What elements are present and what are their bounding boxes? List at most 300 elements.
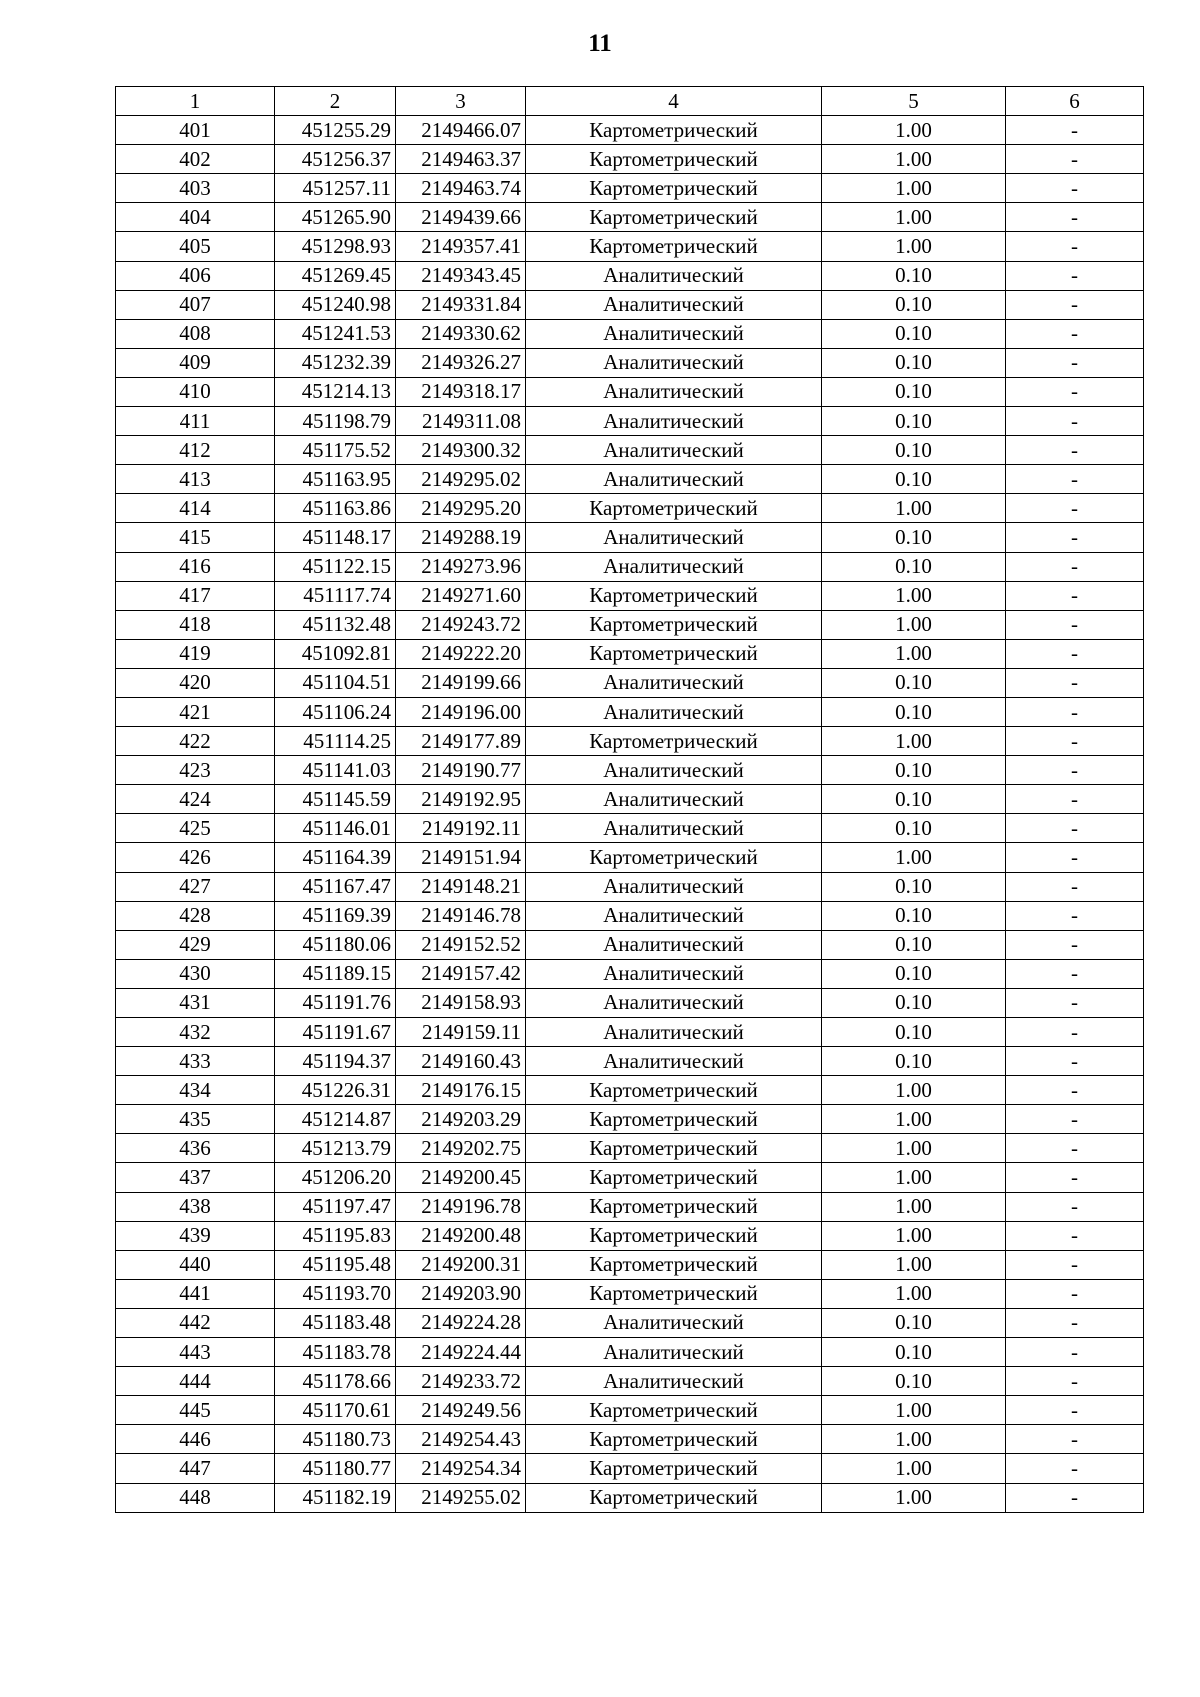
method-cell: Аналитический	[526, 814, 822, 843]
note-cell: -	[1006, 232, 1144, 261]
accuracy-cell: 0.10	[822, 988, 1006, 1017]
method-cell: Аналитический	[526, 872, 822, 901]
method-cell: Картометрический	[526, 1279, 822, 1308]
x-coordinate-cell: 451197.47	[275, 1192, 396, 1221]
note-cell: -	[1006, 407, 1144, 436]
accuracy-cell: 0.10	[822, 756, 1006, 785]
accuracy-cell: 1.00	[822, 1425, 1006, 1454]
point-number-cell: 407	[116, 290, 275, 319]
note-cell: -	[1006, 523, 1144, 552]
note-cell: -	[1006, 290, 1144, 319]
note-cell: -	[1006, 697, 1144, 726]
note-cell: -	[1006, 581, 1144, 610]
method-cell: Аналитический	[526, 668, 822, 697]
table-row	[116, 348, 1144, 377]
y-coordinate-cell: 2149288.19	[396, 523, 526, 552]
point-number-cell: 443	[116, 1338, 275, 1367]
accuracy-cell: 0.10	[822, 930, 1006, 959]
accuracy-cell: 1.00	[822, 1076, 1006, 1105]
accuracy-cell: 1.00	[822, 1163, 1006, 1192]
x-coordinate-cell: 451183.78	[275, 1338, 396, 1367]
point-number-cell: 422	[116, 727, 275, 756]
table-row	[116, 843, 1144, 872]
y-coordinate-cell: 2149255.02	[396, 1483, 526, 1512]
table-row	[116, 1454, 1144, 1483]
note-cell: -	[1006, 785, 1144, 814]
point-number-cell: 445	[116, 1396, 275, 1425]
y-coordinate-cell: 2149357.41	[396, 232, 526, 261]
y-coordinate-cell: 2149203.29	[396, 1105, 526, 1134]
point-number-cell: 432	[116, 1018, 275, 1047]
table-row	[116, 1308, 1144, 1337]
x-coordinate-cell: 451191.67	[275, 1018, 396, 1047]
note-cell: -	[1006, 348, 1144, 377]
y-coordinate-cell: 2149196.00	[396, 697, 526, 726]
table-row	[116, 1134, 1144, 1163]
method-cell: Картометрический	[526, 581, 822, 610]
x-coordinate-cell: 451169.39	[275, 901, 396, 930]
note-cell: -	[1006, 1454, 1144, 1483]
x-coordinate-cell: 451092.81	[275, 639, 396, 668]
point-number-cell: 404	[116, 203, 275, 232]
note-cell: -	[1006, 1308, 1144, 1337]
method-cell: Аналитический	[526, 523, 822, 552]
note-cell: -	[1006, 1134, 1144, 1163]
note-cell: -	[1006, 261, 1144, 290]
x-coordinate-cell: 451146.01	[275, 814, 396, 843]
note-cell: -	[1006, 552, 1144, 581]
accuracy-cell: 1.00	[822, 843, 1006, 872]
table-row	[116, 174, 1144, 203]
table-row	[116, 901, 1144, 930]
table-row	[116, 1192, 1144, 1221]
table-row	[116, 377, 1144, 406]
x-coordinate-cell: 451180.77	[275, 1454, 396, 1483]
method-cell: Аналитический	[526, 901, 822, 930]
x-coordinate-cell: 451195.48	[275, 1250, 396, 1279]
note-cell: -	[1006, 436, 1144, 465]
y-coordinate-cell: 2149466.07	[396, 116, 526, 145]
x-coordinate-cell: 451241.53	[275, 319, 396, 348]
point-number-cell: 410	[116, 377, 275, 406]
point-number-cell: 431	[116, 988, 275, 1017]
accuracy-cell: 1.00	[822, 232, 1006, 261]
table-row	[116, 465, 1144, 494]
note-cell: -	[1006, 872, 1144, 901]
x-coordinate-cell: 451256.37	[275, 145, 396, 174]
method-cell: Картометрический	[526, 116, 822, 145]
y-coordinate-cell: 2149249.56	[396, 1396, 526, 1425]
method-cell: Картометрический	[526, 1454, 822, 1483]
point-number-cell: 416	[116, 552, 275, 581]
point-number-cell: 425	[116, 814, 275, 843]
note-cell: -	[1006, 959, 1144, 988]
y-coordinate-cell: 2149330.62	[396, 319, 526, 348]
accuracy-cell: 1.00	[822, 1134, 1006, 1163]
y-coordinate-cell: 2149200.45	[396, 1163, 526, 1192]
x-coordinate-cell: 451141.03	[275, 756, 396, 785]
method-cell: Картометрический	[526, 1105, 822, 1134]
table-row	[116, 581, 1144, 610]
point-number-cell: 409	[116, 348, 275, 377]
y-coordinate-cell: 2149273.96	[396, 552, 526, 581]
table-row	[116, 1396, 1144, 1425]
accuracy-cell: 0.10	[822, 901, 1006, 930]
y-coordinate-cell: 2149192.95	[396, 785, 526, 814]
y-coordinate-cell: 2149318.17	[396, 377, 526, 406]
y-coordinate-cell: 2149254.34	[396, 1454, 526, 1483]
note-cell: -	[1006, 1250, 1144, 1279]
method-cell: Картометрический	[526, 1396, 822, 1425]
note-cell: -	[1006, 203, 1144, 232]
method-cell: Картометрический	[526, 1221, 822, 1250]
x-coordinate-cell: 451117.74	[275, 581, 396, 610]
point-number-cell: 406	[116, 261, 275, 290]
y-coordinate-cell: 2149202.75	[396, 1134, 526, 1163]
y-coordinate-cell: 2149222.20	[396, 639, 526, 668]
point-number-cell: 415	[116, 523, 275, 552]
column-header: 1	[116, 87, 275, 116]
method-cell: Аналитический	[526, 261, 822, 290]
point-number-cell: 436	[116, 1134, 275, 1163]
accuracy-cell: 1.00	[822, 1105, 1006, 1134]
point-number-cell: 405	[116, 232, 275, 261]
x-coordinate-cell: 451189.15	[275, 959, 396, 988]
x-coordinate-cell: 451257.11	[275, 174, 396, 203]
table-row	[116, 872, 1144, 901]
accuracy-cell: 1.00	[822, 727, 1006, 756]
point-number-cell: 403	[116, 174, 275, 203]
accuracy-cell: 1.00	[822, 203, 1006, 232]
method-cell: Картометрический	[526, 203, 822, 232]
point-number-cell: 426	[116, 843, 275, 872]
table-row	[116, 407, 1144, 436]
accuracy-cell: 1.00	[822, 610, 1006, 639]
x-coordinate-cell: 451265.90	[275, 203, 396, 232]
method-cell: Аналитический	[526, 319, 822, 348]
method-cell: Аналитический	[526, 930, 822, 959]
point-number-cell: 427	[116, 872, 275, 901]
accuracy-cell: 0.10	[822, 407, 1006, 436]
y-coordinate-cell: 2149151.94	[396, 843, 526, 872]
method-cell: Аналитический	[526, 407, 822, 436]
x-coordinate-cell: 451167.47	[275, 872, 396, 901]
y-coordinate-cell: 2149331.84	[396, 290, 526, 319]
note-cell: -	[1006, 727, 1144, 756]
note-cell: -	[1006, 814, 1144, 843]
x-coordinate-cell: 451213.79	[275, 1134, 396, 1163]
table-row	[116, 145, 1144, 174]
x-coordinate-cell: 451106.24	[275, 697, 396, 726]
note-cell: -	[1006, 465, 1144, 494]
y-coordinate-cell: 2149463.37	[396, 145, 526, 174]
note-cell: -	[1006, 174, 1144, 203]
column-header: 5	[822, 87, 1006, 116]
table-row	[116, 1367, 1144, 1396]
point-number-cell: 437	[116, 1163, 275, 1192]
method-cell: Картометрический	[526, 1250, 822, 1279]
method-cell: Картометрический	[526, 494, 822, 523]
y-coordinate-cell: 2149146.78	[396, 901, 526, 930]
table-row	[116, 290, 1144, 319]
method-cell: Картометрический	[526, 1192, 822, 1221]
x-coordinate-cell: 451182.19	[275, 1483, 396, 1512]
table-row	[116, 1425, 1144, 1454]
x-coordinate-cell: 451132.48	[275, 610, 396, 639]
method-cell: Аналитический	[526, 377, 822, 406]
note-cell: -	[1006, 988, 1144, 1017]
table-row	[116, 552, 1144, 581]
x-coordinate-cell: 451214.87	[275, 1105, 396, 1134]
table-row	[116, 988, 1144, 1017]
x-coordinate-cell: 451269.45	[275, 261, 396, 290]
x-coordinate-cell: 451164.39	[275, 843, 396, 872]
x-coordinate-cell: 451148.17	[275, 523, 396, 552]
column-header: 2	[275, 87, 396, 116]
point-number-cell: 402	[116, 145, 275, 174]
accuracy-cell: 0.10	[822, 697, 1006, 726]
y-coordinate-cell: 2149200.48	[396, 1221, 526, 1250]
note-cell: -	[1006, 1105, 1144, 1134]
method-cell: Аналитический	[526, 959, 822, 988]
point-number-cell: 408	[116, 319, 275, 348]
accuracy-cell: 0.10	[822, 261, 1006, 290]
accuracy-cell: 1.00	[822, 1483, 1006, 1512]
x-coordinate-cell: 451232.39	[275, 348, 396, 377]
note-cell: -	[1006, 1367, 1144, 1396]
accuracy-cell: 1.00	[822, 1250, 1006, 1279]
accuracy-cell: 1.00	[822, 1454, 1006, 1483]
note-cell: -	[1006, 901, 1144, 930]
method-cell: Картометрический	[526, 843, 822, 872]
x-coordinate-cell: 451298.93	[275, 232, 396, 261]
y-coordinate-cell: 2149233.72	[396, 1367, 526, 1396]
note-cell: -	[1006, 1192, 1144, 1221]
table-row	[116, 610, 1144, 639]
y-coordinate-cell: 2149463.74	[396, 174, 526, 203]
method-cell: Картометрический	[526, 1163, 822, 1192]
y-coordinate-cell: 2149192.11	[396, 814, 526, 843]
accuracy-cell: 0.10	[822, 1338, 1006, 1367]
y-coordinate-cell: 2149300.32	[396, 436, 526, 465]
y-coordinate-cell: 2149190.77	[396, 756, 526, 785]
method-cell: Картометрический	[526, 1134, 822, 1163]
table-row	[116, 639, 1144, 668]
y-coordinate-cell: 2149295.02	[396, 465, 526, 494]
table-row	[116, 668, 1144, 697]
point-number-cell: 441	[116, 1279, 275, 1308]
accuracy-cell: 1.00	[822, 1221, 1006, 1250]
accuracy-cell: 0.10	[822, 319, 1006, 348]
y-coordinate-cell: 2149311.08	[396, 407, 526, 436]
method-cell: Картометрический	[526, 1483, 822, 1512]
y-coordinate-cell: 2149157.42	[396, 959, 526, 988]
table-row	[116, 1076, 1144, 1105]
y-coordinate-cell: 2149439.66	[396, 203, 526, 232]
table-row	[116, 1483, 1144, 1512]
note-cell: -	[1006, 930, 1144, 959]
method-cell: Картометрический	[526, 232, 822, 261]
y-coordinate-cell: 2149203.90	[396, 1279, 526, 1308]
note-cell: -	[1006, 116, 1144, 145]
note-cell: -	[1006, 1483, 1144, 1512]
note-cell: -	[1006, 756, 1144, 785]
note-cell: -	[1006, 1018, 1144, 1047]
point-number-cell: 435	[116, 1105, 275, 1134]
point-number-cell: 401	[116, 116, 275, 145]
y-coordinate-cell: 2149199.66	[396, 668, 526, 697]
method-cell: Аналитический	[526, 697, 822, 726]
note-cell: -	[1006, 1396, 1144, 1425]
method-cell: Аналитический	[526, 1018, 822, 1047]
point-number-cell: 430	[116, 959, 275, 988]
x-coordinate-cell: 451198.79	[275, 407, 396, 436]
note-cell: -	[1006, 1338, 1144, 1367]
method-cell: Картометрический	[526, 639, 822, 668]
accuracy-cell: 0.10	[822, 1367, 1006, 1396]
y-coordinate-cell: 2149343.45	[396, 261, 526, 290]
method-cell: Аналитический	[526, 436, 822, 465]
x-coordinate-cell: 451195.83	[275, 1221, 396, 1250]
accuracy-cell: 0.10	[822, 552, 1006, 581]
y-coordinate-cell: 2149254.43	[396, 1425, 526, 1454]
x-coordinate-cell: 451191.76	[275, 988, 396, 1017]
method-cell: Аналитический	[526, 1338, 822, 1367]
note-cell: -	[1006, 639, 1144, 668]
point-number-cell: 442	[116, 1308, 275, 1337]
point-number-cell: 418	[116, 610, 275, 639]
page-number: 11	[588, 30, 612, 57]
method-cell: Картометрический	[526, 1425, 822, 1454]
accuracy-cell: 1.00	[822, 145, 1006, 174]
method-cell: Аналитический	[526, 1047, 822, 1076]
point-number-cell: 438	[116, 1192, 275, 1221]
x-coordinate-cell: 451194.37	[275, 1047, 396, 1076]
table-row	[116, 319, 1144, 348]
point-number-cell: 434	[116, 1076, 275, 1105]
x-coordinate-cell: 451114.25	[275, 727, 396, 756]
note-cell: -	[1006, 145, 1144, 174]
method-cell: Аналитический	[526, 1367, 822, 1396]
x-coordinate-cell: 451122.15	[275, 552, 396, 581]
accuracy-cell: 1.00	[822, 174, 1006, 203]
point-number-cell: 446	[116, 1425, 275, 1454]
table-row	[116, 494, 1144, 523]
y-coordinate-cell: 2149176.15	[396, 1076, 526, 1105]
method-cell: Аналитический	[526, 465, 822, 494]
y-coordinate-cell: 2149152.52	[396, 930, 526, 959]
accuracy-cell: 0.10	[822, 1018, 1006, 1047]
table-row	[116, 727, 1144, 756]
x-coordinate-cell: 451193.70	[275, 1279, 396, 1308]
point-number-cell: 429	[116, 930, 275, 959]
y-coordinate-cell: 2149326.27	[396, 348, 526, 377]
table-row	[116, 697, 1144, 726]
point-number-cell: 421	[116, 697, 275, 726]
accuracy-cell: 0.10	[822, 348, 1006, 377]
table-row	[116, 1338, 1144, 1367]
note-cell: -	[1006, 668, 1144, 697]
x-coordinate-cell: 451145.59	[275, 785, 396, 814]
x-coordinate-cell: 451163.86	[275, 494, 396, 523]
accuracy-cell: 0.10	[822, 814, 1006, 843]
table-row	[116, 1018, 1144, 1047]
column-header: 6	[1006, 87, 1144, 116]
table-row	[116, 1221, 1144, 1250]
accuracy-cell: 0.10	[822, 290, 1006, 319]
accuracy-cell: 0.10	[822, 523, 1006, 552]
note-cell: -	[1006, 494, 1144, 523]
accuracy-cell: 1.00	[822, 581, 1006, 610]
x-coordinate-cell: 451255.29	[275, 116, 396, 145]
accuracy-cell: 1.00	[822, 494, 1006, 523]
y-coordinate-cell: 2149295.20	[396, 494, 526, 523]
table-row	[116, 756, 1144, 785]
method-cell: Аналитический	[526, 785, 822, 814]
point-number-cell: 413	[116, 465, 275, 494]
column-header: 4	[526, 87, 822, 116]
method-cell: Аналитический	[526, 290, 822, 319]
point-number-cell: 424	[116, 785, 275, 814]
y-coordinate-cell: 2149158.93	[396, 988, 526, 1017]
table-row	[116, 116, 1144, 145]
y-coordinate-cell: 2149243.72	[396, 610, 526, 639]
note-cell: -	[1006, 1279, 1144, 1308]
accuracy-cell: 0.10	[822, 1308, 1006, 1337]
point-number-cell: 419	[116, 639, 275, 668]
table-row	[116, 1250, 1144, 1279]
table-row	[116, 1163, 1144, 1192]
accuracy-cell: 0.10	[822, 785, 1006, 814]
point-number-cell: 444	[116, 1367, 275, 1396]
table-row	[116, 232, 1144, 261]
method-cell: Картометрический	[526, 610, 822, 639]
accuracy-cell: 1.00	[822, 639, 1006, 668]
point-number-cell: 423	[116, 756, 275, 785]
point-number-cell: 448	[116, 1483, 275, 1512]
table-row	[116, 1279, 1144, 1308]
y-coordinate-cell: 2149200.31	[396, 1250, 526, 1279]
table-row	[116, 959, 1144, 988]
method-cell: Аналитический	[526, 552, 822, 581]
x-coordinate-cell: 451226.31	[275, 1076, 396, 1105]
point-number-cell: 411	[116, 407, 275, 436]
method-cell: Картометрический	[526, 1076, 822, 1105]
column-header: 3	[396, 87, 526, 116]
method-cell: Картометрический	[526, 145, 822, 174]
accuracy-cell: 1.00	[822, 1396, 1006, 1425]
method-cell: Аналитический	[526, 1308, 822, 1337]
x-coordinate-cell: 451163.95	[275, 465, 396, 494]
table-body	[116, 116, 1144, 1513]
method-cell: Аналитический	[526, 348, 822, 377]
point-number-cell: 414	[116, 494, 275, 523]
table-row	[116, 203, 1144, 232]
y-coordinate-cell: 2149148.21	[396, 872, 526, 901]
accuracy-cell: 0.10	[822, 377, 1006, 406]
note-cell: -	[1006, 843, 1144, 872]
y-coordinate-cell: 2149224.44	[396, 1338, 526, 1367]
point-number-cell: 428	[116, 901, 275, 930]
table-row	[116, 523, 1144, 552]
x-coordinate-cell: 451178.66	[275, 1367, 396, 1396]
point-number-cell: 447	[116, 1454, 275, 1483]
accuracy-cell: 0.10	[822, 959, 1006, 988]
accuracy-cell: 0.10	[822, 668, 1006, 697]
accuracy-cell: 0.10	[822, 436, 1006, 465]
accuracy-cell: 1.00	[822, 116, 1006, 145]
note-cell: -	[1006, 1163, 1144, 1192]
